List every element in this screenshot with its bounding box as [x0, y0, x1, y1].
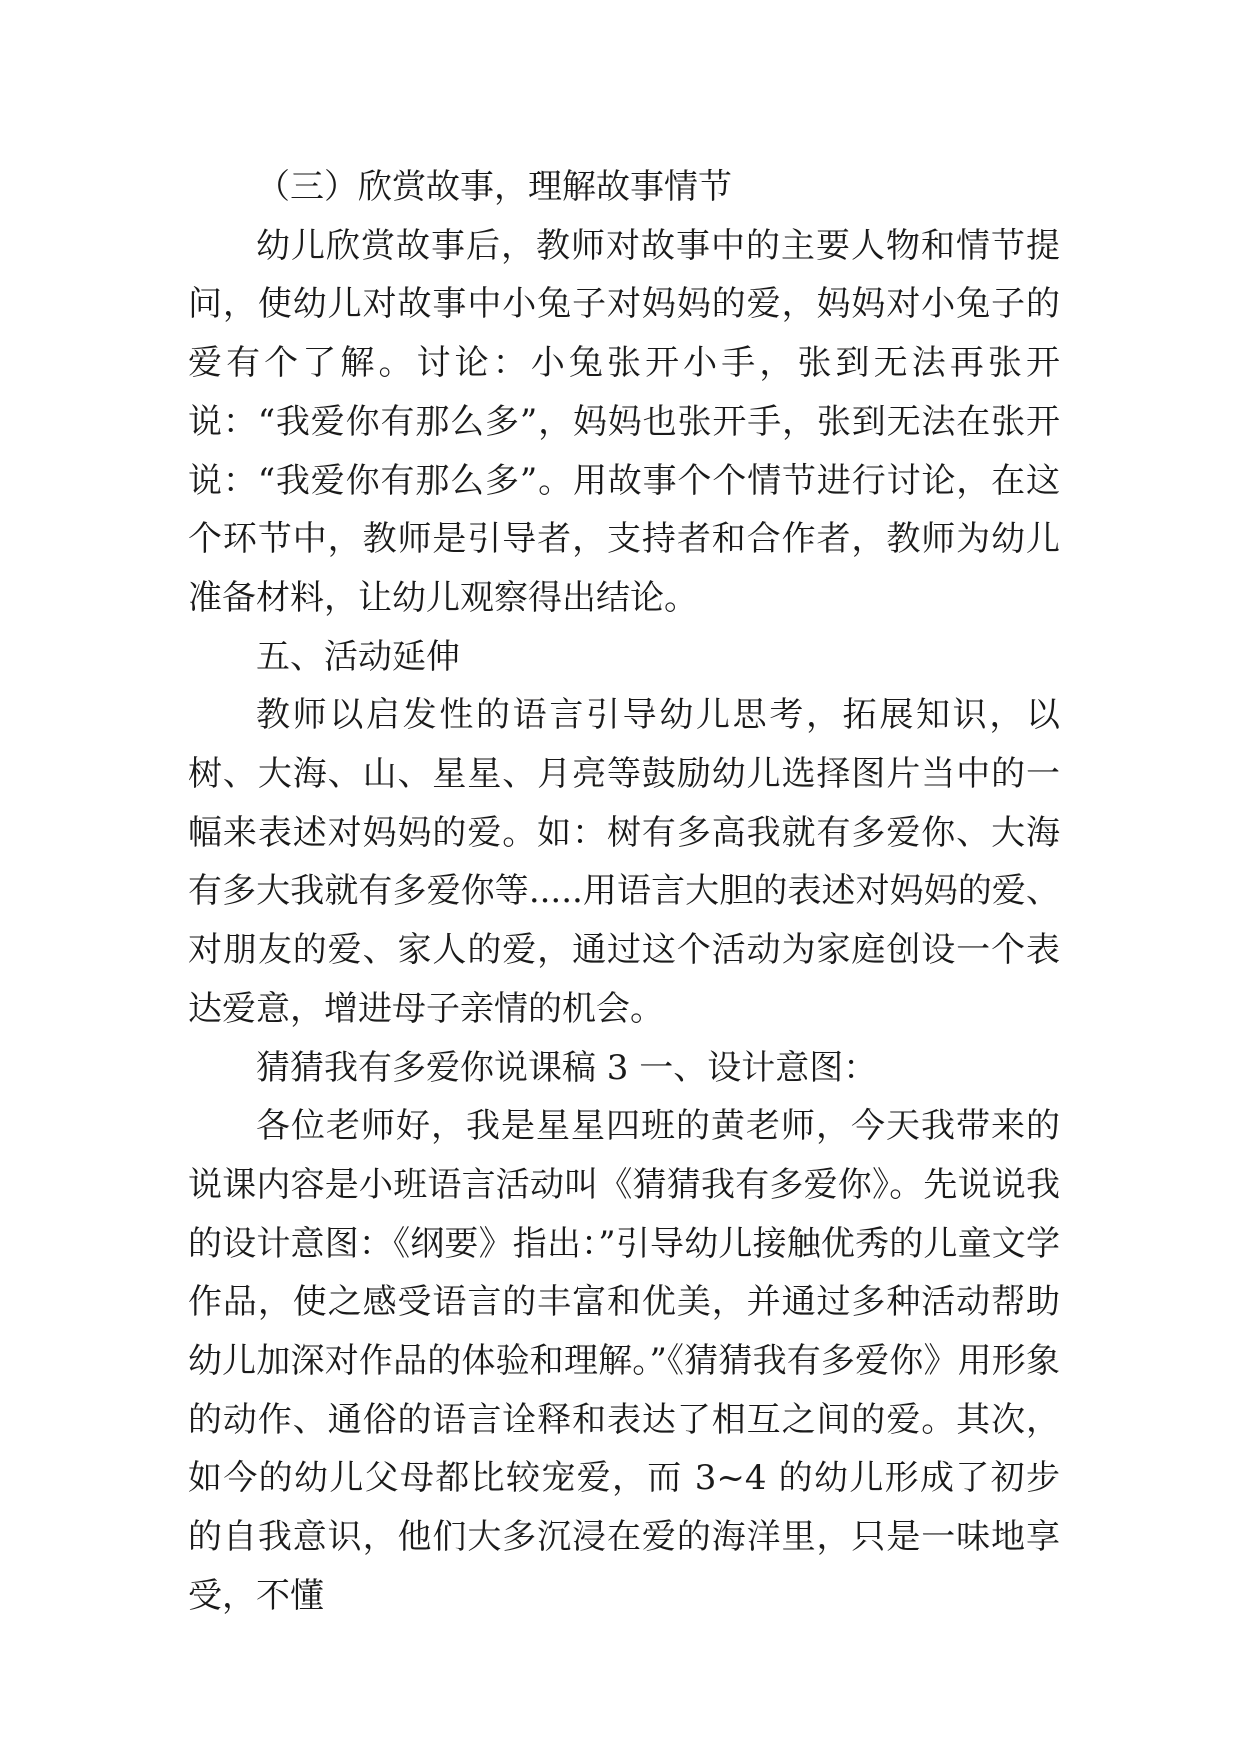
paragraph-activity-extension: 教师以启发性的语言引导幼儿思考，拓展知识，以树、大海、山、星星、月亮等鼓励幼儿选择图片当中的一幅来表述对妈妈的爱。如：树有多高我就有多爱你、大海有多大我就有多爱你等.....用语言大胆的表述对妈妈的爱、对朋友的爱、家人的爱，通过这个活动为家庭创设一个表达爱意，增进母子亲情的机会。 — [188, 695, 1060, 1029]
section-heading-lesson-3-design: 猜猜我有多爱你说课稿 3 一、设计意图： — [256, 1047, 878, 1088]
section-heading-activity-extension: 五、活动延伸 — [256, 636, 460, 677]
paragraph-story-discussion: 幼儿欣赏故事后，教师对故事中的主要人物和情节提问，使幼儿对故事中小兔子对妈妈的爱，妈妈对小兔子的爱有个了解。讨论：小兔张开小手，张到无法再张开说：“我爱你有那么多”，妈妈也张开手，张到无法在张开说：“我爱你有那么多”。用故事个个情节进行讨论，在这个环节中，教师是引导者，支持者和合作者，教师为幼儿准备材料，让幼儿观察得出结论。 — [188, 225, 1060, 618]
section-heading-appreciate-story: （三）欣赏故事，理解故事情节 — [256, 167, 732, 207]
document-body — [188, 158, 1060, 1626]
paragraph-design-intent: 各位老师好，我是星星四班的黄老师，今天我带来的说课内容是小班语言活动叫《猜猜我有多爱你》。先说说我的设计意图：《纲要》指出：”引导幼儿接触优秀的儿童文学作品，使之感受语言的丰富和优美，并通过多种活动帮助幼儿加深对作品的体验和理解。”《猜猜我有多爱你》用形象的动作、通俗的语言诠释和表达了相互之间的爱。其次，如今的幼儿父母都比较宠爱，而 3~4 的幼儿形成了初步的自我意识，他们大多沉浸在爱的海洋里，只是一味地享受，不懂 — [188, 1106, 1060, 1616]
